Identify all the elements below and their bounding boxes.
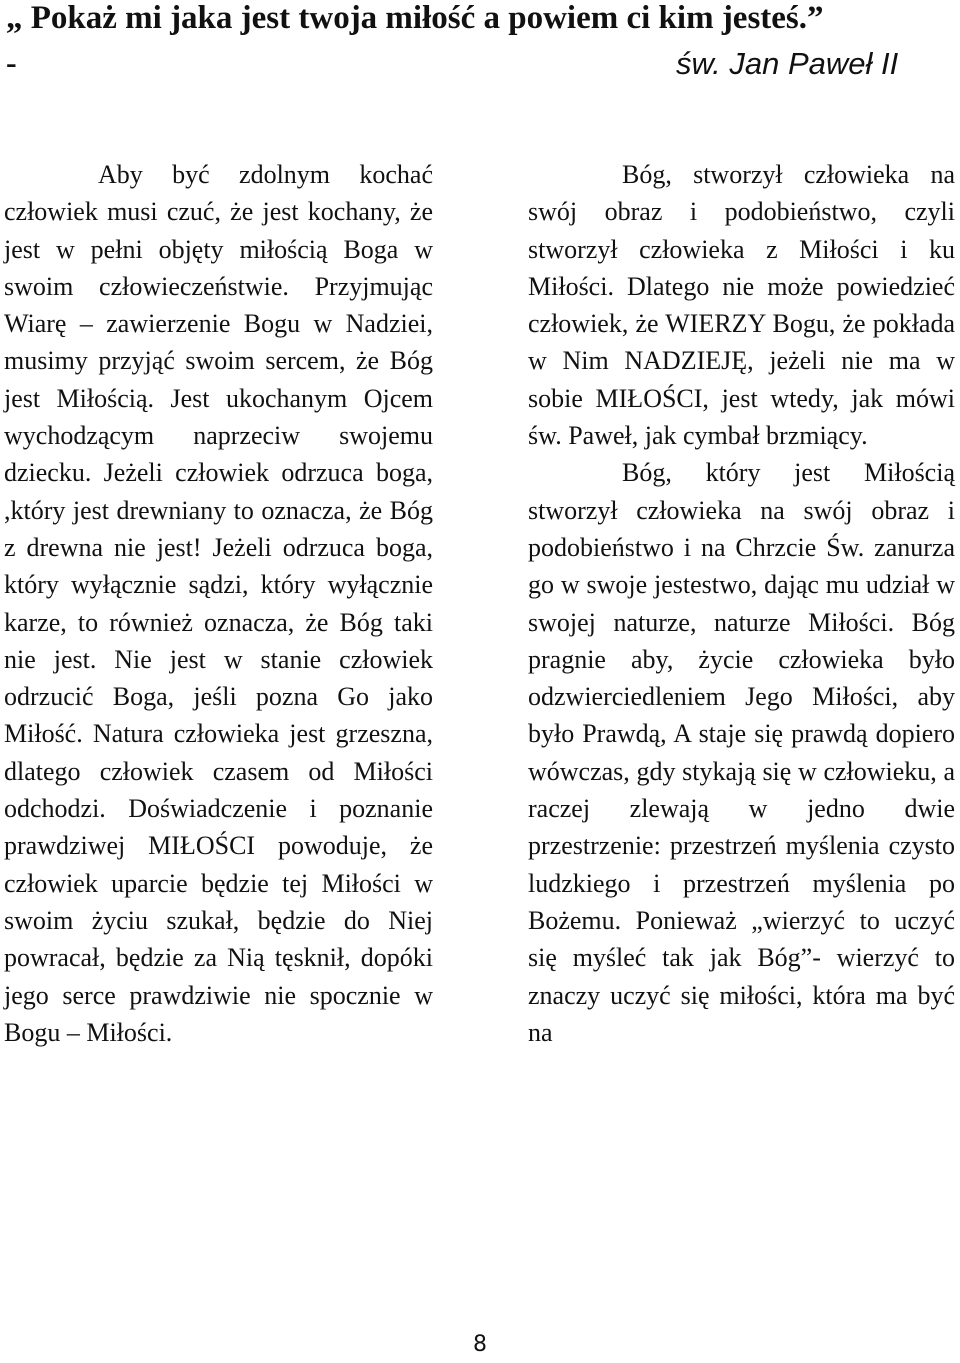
right-paragraph-2: Bóg, który jest Miłością stworzył człowieka na swój obraz i podobieństwo i na Chrzcie Św. zanurza go w swoje jestestwo, dając mu udział w swojej naturze, naturze Miłości. Bóg pragnie aby, życie człowieka było odzwierciedleniem Jego Miłości, aby było Prawdą, A staje się prawdą dopiero wówczas, gdy stykają się w człowieku, a raczej zlewają w jedno dwie przestrzenie: przestrzeń myślenia czysto ludzkiego i przestrzeń myślenia po Bożemu. Ponieważ „wierzyć to uczyć się myśleć tak jak Bóg”- wierzyć to znaczy uczyć się miłości, która ma być na	[528, 458, 955, 1047]
right-text-column	[528, 156, 955, 1051]
page-number: 8	[473, 1332, 487, 1357]
epigraph-quote: „ Pokaż mi jaka jest twoja miłość a powiem ci kim jesteś.”	[6, 0, 824, 36]
epigraph-dash: -	[6, 44, 17, 80]
left-paragraph: Aby być zdolnym kochać człowiek musi czuć, że jest kochany, że jest w pełni objęty miłością Boga w swoim człowieczeństwie. Przyjmując Wiarę – zawierzenie Bogu w Nadziei, musimy przyjąć swoim sercem, że Bóg jest Miłością. Jest ukochanym Ojcem wychodzącym naprzeciw swojemu dziecku. Jeżeli człowiek odrzuca boga, ,który jest drewniany to oznacza, że Bóg z drewna nie jest! Jeżeli odrzuca boga, który wyłącznie sądzi, który wyłącznie karze, to również oznacza, że Bóg taki nie jest. Nie jest w stanie człowiek odrzucić Boga, jeśli pozna Go jako Miłość. Natura człowieka jest grzeszna, dlatego człowiek czasem od Miłości odchodzi. Doświadczenie i poznanie prawdziwej MIŁOŚCI powoduje, że człowiek uparcie będzie tej Miłości w swoim życiu szukał, będzie do Niej powracał, będzie za Nią tęsknił, dopóki jego serce prawdziwie nie spocznie w Bogu – Miłości.	[4, 160, 433, 1047]
epigraph-author: św. Jan Paweł II	[676, 46, 899, 81]
right-paragraph-1: Bóg, stworzył człowieka na swój obraz i podobieństwo, czyli stworzył człowieka z Miłości i ku Miłości. Dlatego nie może powiedzieć człowiek, że WIERZY Bogu, że pokłada w Nim NADZIEJĘ, jeżeli nie ma w sobie MIŁOŚCI, jest wtedy, jak mówi św. Paweł, jak cymbał brzmiący.	[528, 160, 955, 451]
page-header	[0, 0, 960, 90]
left-text-column	[4, 156, 433, 1051]
